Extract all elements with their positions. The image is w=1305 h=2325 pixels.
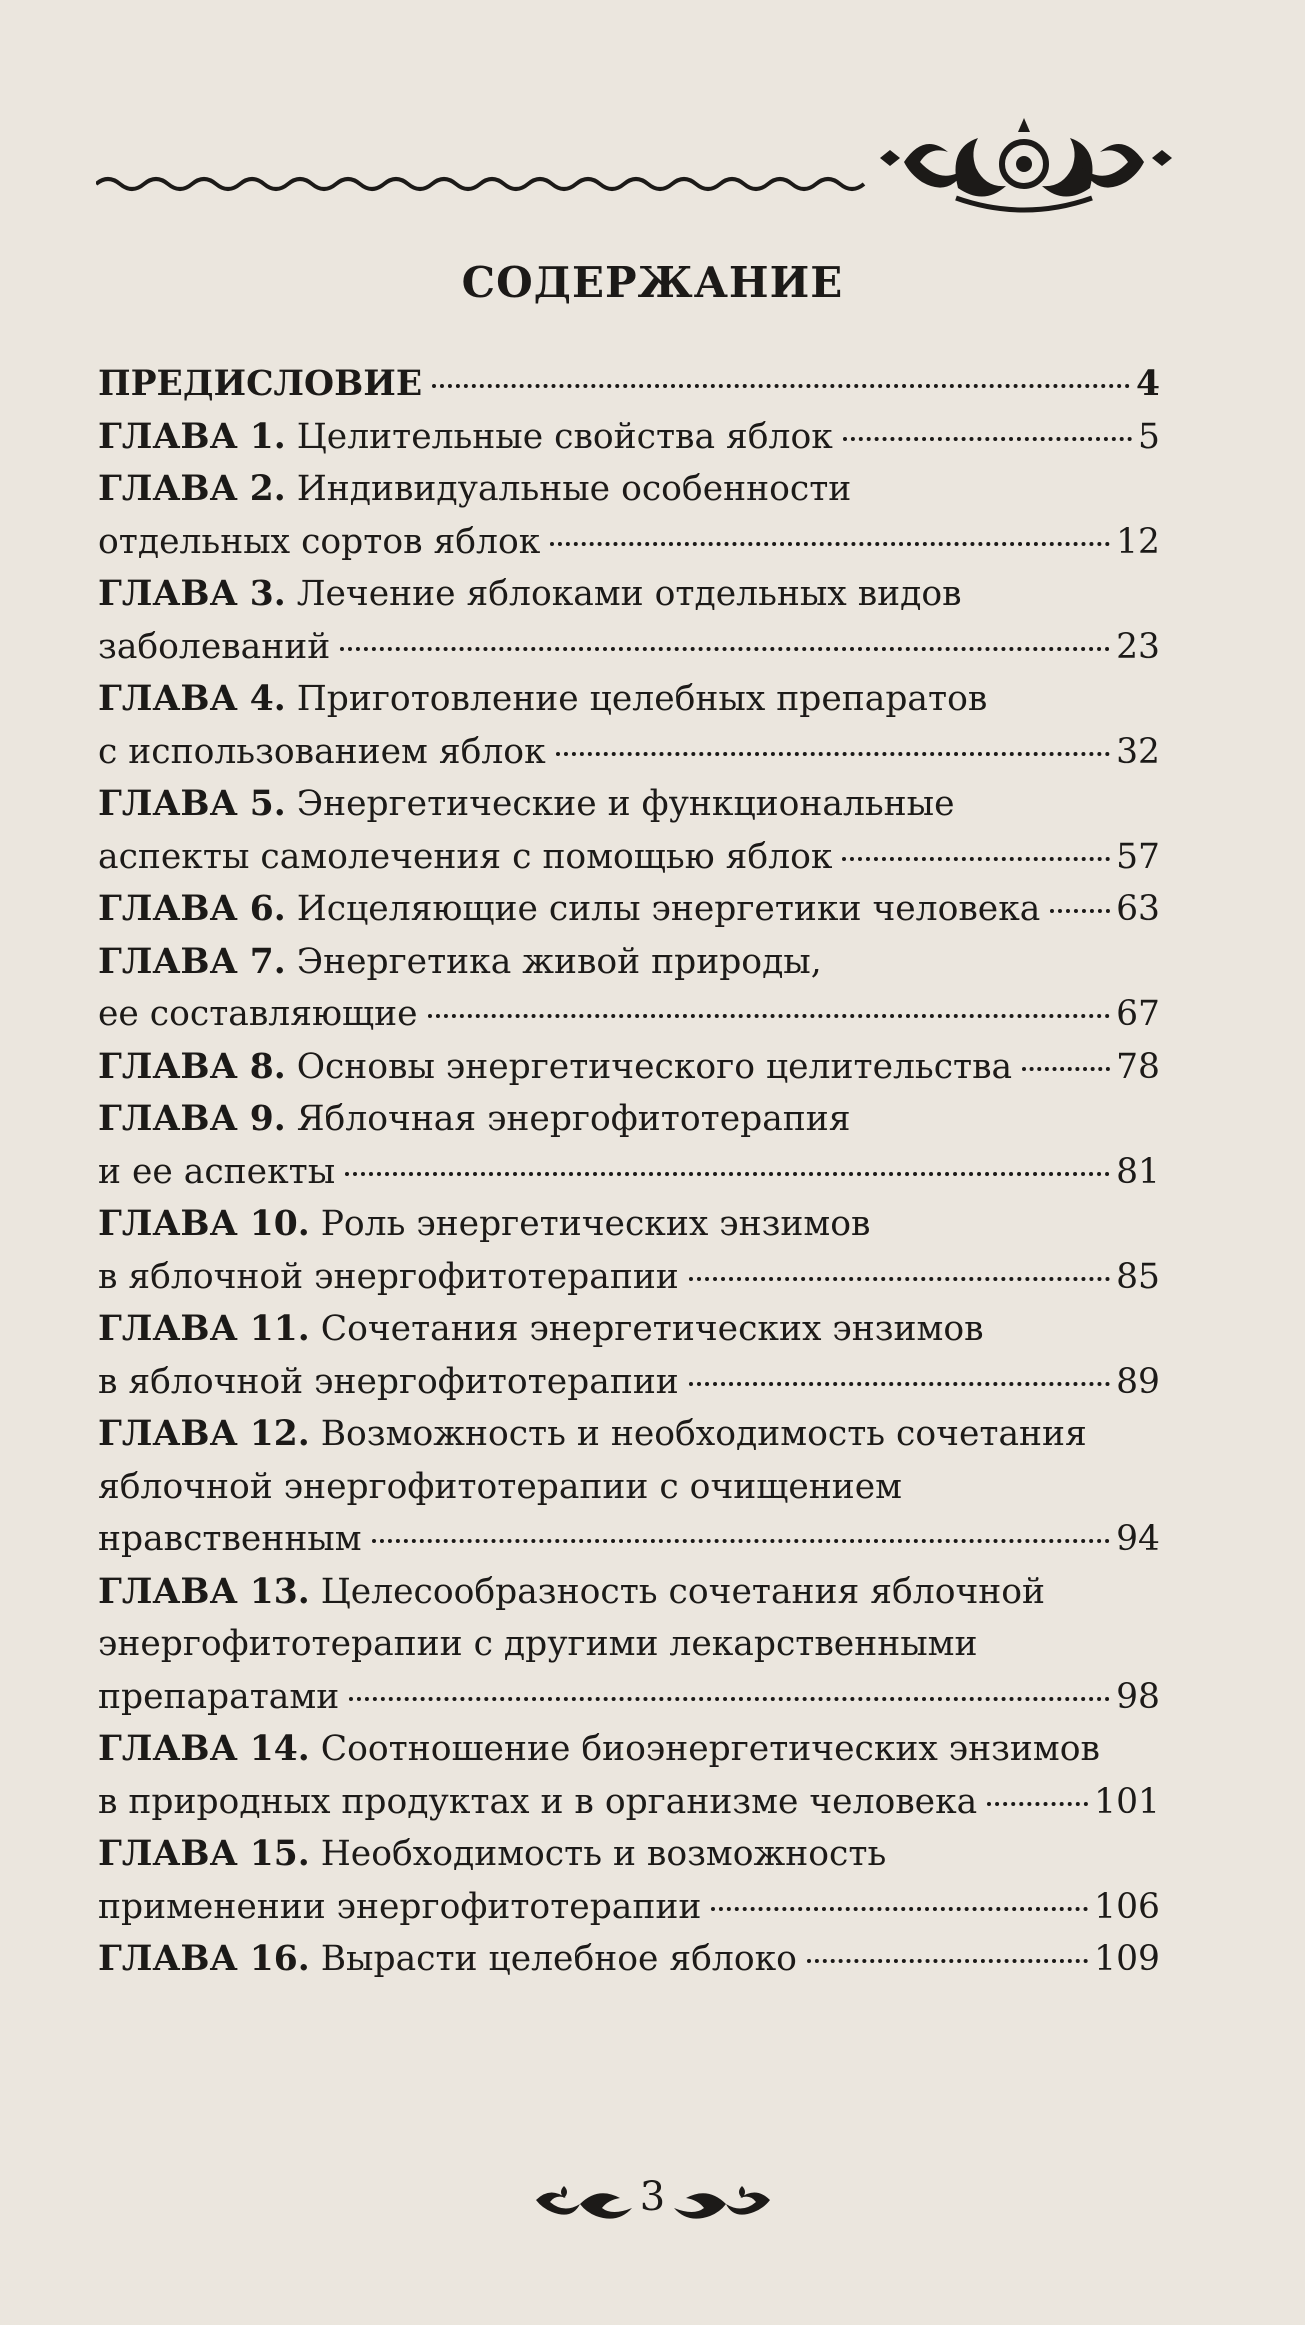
dot-leader [689, 1277, 1110, 1281]
dot-leader [689, 1382, 1110, 1386]
toc-line [98, 463, 1160, 516]
footer-ornament-right-icon [668, 2182, 772, 2222]
toc-line [98, 1251, 1160, 1304]
chapter-title-line: и ее аспекты [98, 1151, 336, 1192]
toc-entry-chapter-1 [98, 411, 1160, 464]
toc-page-number: 57 [1116, 836, 1160, 877]
dot-leader [345, 1172, 1110, 1176]
toc-entry-text [98, 936, 822, 989]
chapter-title-line: ПРЕДИСЛОВИЕ [98, 364, 423, 404]
toc-entry-chapter-4 [98, 673, 1160, 778]
toc-line [98, 1146, 1160, 1199]
chapter-title-line: яблочной энергофитотерапии с очищением [98, 1466, 902, 1507]
toc-entry-chapter-9 [98, 1093, 1160, 1198]
chapter-title-line: Приготовление целебных препаратов [296, 679, 988, 719]
toc-page-number: 23 [1116, 626, 1160, 667]
chapter-label: ГЛАВА 14. [98, 1729, 310, 1769]
toc-entry-chapter-12 [98, 1408, 1160, 1566]
toc-line [98, 988, 1160, 1041]
toc-page-number: 67 [1116, 994, 1160, 1034]
chapter-label: ГЛАВА 9. [98, 1099, 286, 1139]
toc-entry-text [98, 1776, 977, 1829]
toc-line [98, 936, 1160, 989]
toc-line [98, 621, 1160, 674]
toc-entry-text [98, 1566, 1045, 1619]
table-of-contents [98, 358, 1160, 1986]
dot-leader [1050, 909, 1110, 913]
toc-entry-preface [98, 358, 1160, 411]
chapter-title-line: в яблочной энергофитотерапии [98, 1361, 679, 1402]
chapter-title-line: нравственным [98, 1519, 362, 1559]
dot-leader [556, 752, 1110, 756]
chapter-title-line: Соотношение биоэнергетических энзимов [320, 1729, 1100, 1769]
toc-page-number: 94 [1116, 1519, 1160, 1559]
toc-line [98, 1933, 1160, 1986]
chapter-label: ГЛАВА 7. [98, 941, 286, 982]
toc-entry-chapter-10 [98, 1198, 1160, 1303]
toc-page-number: 5 [1138, 416, 1160, 457]
toc-entry-text [98, 726, 546, 779]
toc-entry-chapter-2 [98, 463, 1160, 568]
toc-page-number: 63 [1116, 889, 1160, 929]
toc-page-number: 12 [1116, 521, 1160, 562]
chapter-title-line: Целесообразность сочетания яблочной [320, 1571, 1046, 1612]
toc-entry-text [98, 1723, 1100, 1776]
toc-entry-chapter-15 [98, 1828, 1160, 1933]
chapter-label: ГЛАВА 12. [98, 1414, 310, 1454]
page-number: 3 [639, 2174, 666, 2220]
chapter-title-line: Основы энергетического целительства [296, 1046, 1013, 1087]
toc-page-number: 106 [1094, 1886, 1160, 1927]
dot-leader [711, 1907, 1088, 1911]
toc-entry-text [98, 673, 987, 726]
toc-page-number: 81 [1116, 1151, 1160, 1192]
toc-line [98, 1723, 1160, 1776]
toc-page-number: 109 [1094, 1939, 1160, 1979]
chapter-label: ГЛАВА 16. [98, 1939, 310, 1979]
chapter-title-line: Вырасти целебное яблоко [320, 1939, 797, 1979]
toc-entry-text [98, 463, 851, 516]
toc-entry-text [98, 1933, 797, 1986]
chapter-label: ГЛАВА 15. [98, 1834, 310, 1874]
toc-entry-text [98, 1146, 335, 1199]
toc-entry-text [98, 831, 832, 884]
chapter-title-line: с использованием яблок [98, 731, 546, 772]
toc-entry-text [98, 1828, 886, 1881]
toc-page-number: 32 [1116, 731, 1160, 772]
toc-entry-text [98, 358, 422, 411]
toc-entry-chapter-6 [98, 883, 1160, 936]
toc-line [98, 516, 1160, 569]
toc-entry-text [98, 883, 1040, 936]
chapter-title-line: Лечение яблоками отдельных видов [296, 574, 962, 614]
toc-page-number: 98 [1116, 1676, 1160, 1717]
toc-line [98, 1093, 1160, 1146]
chapter-label: ГЛАВА 8. [98, 1046, 286, 1087]
chapter-title-line: Роль энергетических энзимов [320, 1204, 871, 1244]
page-title: СОДЕРЖАНИЕ [461, 258, 844, 307]
dot-leader [372, 1539, 1110, 1543]
toc-entry-text [98, 411, 833, 464]
chapter-title-line: отдельных сортов яблок [98, 521, 541, 562]
chapter-title-line: Энергетические и функциональные [296, 784, 955, 824]
chapter-title-line: Возможность и необходимость сочетания [320, 1414, 1087, 1454]
chapter-title-line: применении энергофитотерапии [98, 1886, 702, 1927]
page-footer [0, 2168, 1305, 2228]
toc-page-number: 4 [1135, 364, 1160, 404]
toc-entry-text [98, 1408, 1087, 1461]
toc-entry-text [98, 1356, 679, 1409]
toc-line [98, 1041, 1160, 1094]
chapter-label: ГЛАВА 13. [98, 1571, 310, 1612]
chapter-title-line: в яблочной энергофитотерапии [98, 1256, 679, 1297]
toc-entry-chapter-11 [98, 1303, 1160, 1408]
toc-line [98, 1618, 1160, 1671]
chapter-label: ГЛАВА 3. [98, 574, 286, 614]
dot-leader [843, 437, 1132, 441]
chapter-title-line: в природных продуктах и в организме человека [98, 1781, 978, 1822]
toc-page-number: 101 [1094, 1781, 1160, 1822]
toc-entry-chapter-13 [98, 1566, 1160, 1724]
chapter-title-line: Сочетания энергетических энзимов [320, 1309, 984, 1349]
chapter-title-line: заболеваний [98, 626, 331, 667]
toc-entry-text [98, 1303, 984, 1356]
chapter-title-line: энергофитотерапии с другими лекарственными [98, 1624, 978, 1664]
chapter-title-line: Энергетика живой природы, [296, 941, 822, 982]
dot-leader [1022, 1067, 1110, 1071]
chapter-label: ГЛАВА 2. [98, 469, 286, 509]
header-ornament [96, 118, 1176, 218]
chapter-label: ГЛАВА 5. [98, 784, 286, 824]
toc-entry-text [98, 778, 955, 831]
toc-entry-text [98, 1881, 701, 1934]
toc-entry-text [98, 1093, 851, 1146]
toc-page-number: 89 [1116, 1361, 1160, 1402]
toc-entry-text [98, 1251, 679, 1304]
dot-leader [428, 1014, 1111, 1018]
chapter-title-line: Необходимость и возможность [320, 1834, 887, 1874]
toc-entry-text [98, 621, 330, 674]
toc-line [98, 1671, 1160, 1724]
toc-page-number: 85 [1116, 1256, 1160, 1297]
toc-line [98, 1461, 1160, 1514]
toc-entry-text [98, 1198, 870, 1251]
toc-line [98, 1513, 1160, 1566]
toc-line [98, 1303, 1160, 1356]
chapter-title-line: ее составляющие [98, 994, 418, 1034]
chapter-title-line: Целительные свойства яблок [296, 416, 833, 457]
toc-line [98, 1881, 1160, 1934]
dot-leader [550, 542, 1110, 546]
chapter-label: ГЛАВА 10. [98, 1204, 310, 1244]
chapter-title-line: Исцеляющие силы энергетики человека [296, 889, 1041, 929]
toc-entry-chapter-3 [98, 568, 1160, 673]
chapter-label: ГЛАВА 1. [98, 416, 286, 457]
toc-line [98, 831, 1160, 884]
toc-line [98, 568, 1160, 621]
dot-leader [807, 1959, 1088, 1963]
chapter-title-line: аспекты самолечения с помощью яблок [98, 836, 833, 877]
toc-line [98, 411, 1160, 464]
dot-leader [842, 857, 1110, 861]
toc-entry-chapter-5 [98, 778, 1160, 883]
toc-line [98, 778, 1160, 831]
toc-entry-text [98, 1513, 362, 1566]
toc-line [98, 1198, 1160, 1251]
toc-entry-text [98, 1618, 977, 1671]
toc-line [98, 1408, 1160, 1461]
chapter-label: ГЛАВА 11. [98, 1309, 310, 1349]
toc-page-number: 78 [1116, 1046, 1160, 1087]
toc-entry-chapter-7 [98, 936, 1160, 1041]
chapter-title-line: Яблочная энергофитотерапия [296, 1099, 851, 1139]
toc-line [98, 726, 1160, 779]
dot-leader [987, 1802, 1088, 1806]
toc-entry-text [98, 988, 418, 1041]
dot-leader [349, 1697, 1110, 1701]
dot-leader [340, 647, 1110, 651]
toc-entry-chapter-16 [98, 1933, 1160, 1986]
toc-entry-chapter-8 [98, 1041, 1160, 1094]
toc-entry-text [98, 1461, 902, 1514]
chapter-label: ГЛАВА 6. [98, 889, 286, 929]
dot-leader [432, 384, 1130, 388]
toc-entry-text [98, 1671, 339, 1724]
toc-entry-chapter-14 [98, 1723, 1160, 1828]
toc-entry-text [98, 516, 540, 569]
toc-line [98, 1566, 1160, 1619]
toc-line [98, 1776, 1160, 1829]
toc-entry-text [98, 1041, 1012, 1094]
toc-line [98, 1356, 1160, 1409]
chapter-title-line: препаратами [98, 1676, 340, 1717]
toc-line [98, 1828, 1160, 1881]
toc-entry-text [98, 568, 962, 621]
toc-line [98, 358, 1160, 411]
toc-line [98, 673, 1160, 726]
chapter-title-line: Индивидуальные особенности [296, 469, 852, 509]
chapter-label: ГЛАВА 4. [98, 679, 286, 719]
toc-line [98, 883, 1160, 936]
